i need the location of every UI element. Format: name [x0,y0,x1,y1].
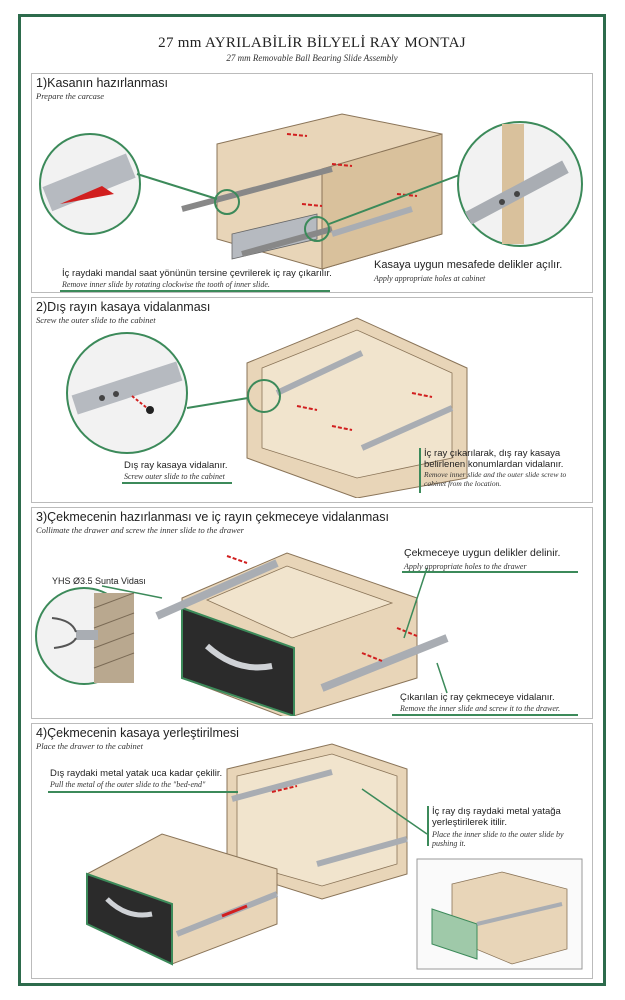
section-2-heading: 2)Dış rayın kasaya vidalanması [36,300,211,314]
section-4-note-2: İç ray dış raydaki metal yatağa yerleştirilerek itilir. [432,806,561,828]
section-4-note-1: Dış raydaki metal yatak uca kadar çekilir. [50,768,223,779]
section-1-note-2-en: Apply appropriate holes at cabinet [374,274,486,283]
section-prepare-carcase [31,73,593,293]
page-subtitle: 27 mm Removable Ball Bearing Slide Assembly [226,53,398,63]
section-1-note-1: İç raydaki mandal saat yönünün tersine çevrilerek iç ray çıkarılır. [62,268,332,279]
section-3-note-1-en: Apply appropriate holes to the drawer [404,562,527,571]
section-3-note-2-underline [392,714,578,716]
section-3-note-1-underline [402,571,578,573]
section-4-note-1-en: Pull the metal of the outer slide to the "bed-end" [50,780,206,789]
carcase-rail-illustration [32,74,592,289]
section-3-heading-en: Collimate the drawer and screw the inner slide to the drawer [36,525,244,535]
section-4-heading: 4)Çekmecenin kasaya yerleştirilmesi [36,726,239,740]
section-3-note-2-en: Remove the inner slide and screw it to the drawer. [400,704,561,713]
section-place-drawer [31,723,593,979]
section-2-note-2-en: Remove inner slide and the outer slide screw to cabinet from the location. [424,470,567,488]
section-3-note-1: Çekmeceye uygun delikler delinir. [404,547,561,559]
section-1-note-2: Kasaya uygun mesafede delikler açılır. [374,259,563,271]
section-2-note-2: İç ray çıkarılarak, dış ray kasaya belirlenen konumlardan vidalanır. [424,448,564,470]
section-3-heading: 3)Çekmecenin hazırlanması ve iç rayın çekmeceye vidalanması [36,510,389,524]
section-1-note-1-en: Remove inner slide by rotating clockwise the tooth of inner slide. [62,280,270,289]
section-4-note-2-bracket [427,806,429,846]
section-1-note-1-underline [60,290,330,292]
section-2-note-1-underline [122,482,232,484]
instruction-sheet [18,14,606,986]
section-4-note-1-underline [48,791,238,793]
drawer-inner-slide-illustration [32,508,592,716]
page-title: 27 mm AYRILABİLİR BİLYELİ RAY MONTAJ [158,35,466,51]
section-4-note-2-en: Place the inner slide to the outer slide by pushing it. [432,830,564,848]
section-2-note-1-en: Screw outer slide to the cabinet [124,472,225,481]
section-screw-outer-slide [31,297,593,503]
screw-spec-label: YHS Ø3.5 Sunta Vidası [52,576,146,586]
section-1-heading-en: Prepare the carcase [36,91,104,101]
section-3-note-2: Çıkarılan iç ray çekmeceye vidalanır. [400,692,555,703]
section-4-heading-en: Place the drawer to the cabinet [36,741,143,751]
section-1-heading: 1)Kasanın hazırlanması [36,76,169,90]
drawer-insert-illustration [32,724,592,976]
section-2-note-1: Dış ray kasaya vidalanır. [124,460,228,471]
section-prepare-drawer [31,507,593,719]
section-2-note-2-bracket [419,448,421,493]
section-2-heading-en: Screw the outer slide to the cabinet [36,315,156,325]
